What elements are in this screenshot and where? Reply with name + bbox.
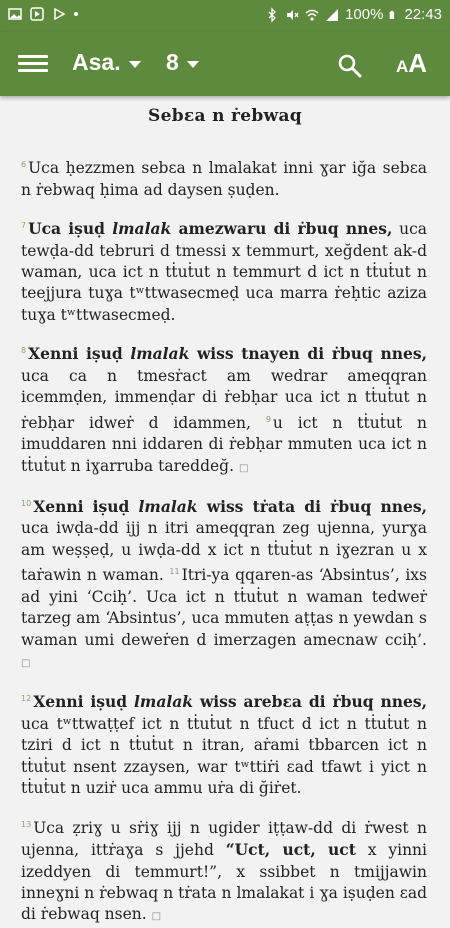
search-icon[interactable]	[336, 52, 364, 80]
battery-text: 100%	[345, 6, 384, 23]
chapter-label: 8	[166, 49, 179, 75]
menu-icon[interactable]	[18, 51, 48, 77]
chapter-selector[interactable]	[166, 49, 199, 76]
verse-10: $^{10}$ Xenni iṣuḍ lmalak wiss tṙata di ṙbuq nnes, uca iwḍa-dd ijj n itri ameqqran zeg ujenna, yurɣa am weṣṣeḍ, u iwḍa-dd x ict n tṫuṫut n iɣezran u x taṙawin n waman. $^{11}$ Itri-ya qqaren-as ‘Absintus’, ixs ad yini ‘Cciḥ’. Uca ict n tṫuṫut n waman tedweṙ tarzeg am ‘Absintus’, uca mmuten aṭṭas n yewdan s waman umi deweṙen d imerzagen amecnaw cciḥ’. □	[21, 497, 427, 670]
status-right-icons	[265, 6, 442, 23]
verse-7: $^7$ Uca iṣuḍ lmalak amezwaru di ṙbuq nnes, uca tewḍa-dd tebruri d tmessi x temmurt, xeğdent ak-d waman, uca ict n tṫuṫut n temmurt d ict n tṫuṫut n teejjura tuɣa tʷttwasecmeḍ uca marra ṙeḥtic aziza tuɣa tʷttwasecmeḍ.	[21, 219, 427, 324]
chevron-down-icon	[187, 61, 199, 68]
footnote-marker[interactable]: □	[21, 658, 31, 670]
book-label: Asa.	[72, 49, 121, 75]
verse-number: 6	[21, 160, 27, 169]
verse-13: $^{13}$ Uca ẓriɣ u sṙiɣ ijj n ugider iṭṭaw-dd di ṙwest n ujenna, ittṙaɣa s jjehd “Uct, uct, uct x yinni izeddyen di temmurt!”, x ssibbet n tmijjawin inneɣni n ṙebwaq n tṙata n lmalakat i ɣa iṣuḍen ɛad di ṙebwaq nsen. □	[21, 818, 427, 924]
app-bar	[0, 32, 450, 96]
verse-8: $^8$ Xenni iṣuḍ lmalak wiss tnayen di ṙbuq nnes, uca ca n tmesṙact am wedrar ameqqran icemmḍen, immenḍar di ṙebḥar uca ict n tṫuṫut n ṙebḥar idweṙ d idammen, $^9$ u ict n tṫuṫut n imuddaren nni iddaren di ṙebḥar mmuten uca ict n tṫuṫut n iɣarruba tareddeğ. □	[21, 344, 428, 475]
battery-icon	[389, 8, 398, 22]
verse-number: 12	[21, 694, 32, 704]
verse-number: 9	[265, 414, 271, 424]
image-icon	[8, 7, 22, 21]
mute-icon	[285, 8, 299, 22]
section-heading: Sebɛa n ṙebwaq	[148, 106, 302, 126]
book-selector[interactable]	[72, 49, 141, 76]
bluetooth-icon	[265, 8, 279, 22]
verse-number: 11	[169, 567, 180, 577]
verse-number: 10	[21, 498, 32, 508]
verse-6: $^6$ Uca ḥezzmen sebɛa n lmalakat inni ɣar iğa sebɛa n ṙebwaq ḥima ad daysen ṣuḍen.	[21, 159, 427, 199]
play-store-icon	[30, 7, 44, 21]
verse-number: 13	[21, 819, 32, 829]
wifi-icon	[305, 8, 319, 22]
footnote-marker[interactable]: □	[151, 911, 162, 923]
clock: 22:43	[404, 6, 442, 23]
text-size-button[interactable]: AA	[396, 48, 428, 78]
verse-number: 8	[21, 346, 27, 356]
reading-pane[interactable]	[0, 96, 450, 924]
status-bar	[0, 0, 450, 32]
status-left-icons	[8, 7, 78, 21]
verse-12: $^{12}$ Xenni iṣuḍ lmalak wiss arebɛa di ṙbuq nnes, uca tʷttwaṭṭef ict n tṫuṫut n tfuct d ict n tṫuṫut n tziri d ict n tṫuṫut n itran, aṙami tbbarcen ict n tṫuṫut nsent zzaysen, war tʷttiṙi ɛad tfawt i yict n tṫuṫut n uziṙ uca ammu uṙa di ğiṙet.	[21, 692, 427, 798]
notification-dot	[74, 12, 78, 16]
signal-icon	[325, 8, 339, 22]
chevron-down-icon	[129, 61, 141, 68]
play-icon	[52, 7, 66, 21]
footnote-marker[interactable]: □	[238, 462, 249, 474]
verse-number: 7	[21, 220, 27, 230]
